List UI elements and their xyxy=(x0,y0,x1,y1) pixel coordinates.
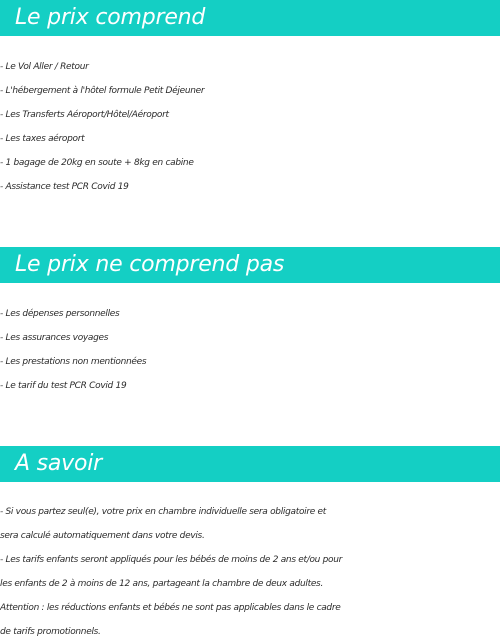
good-to-know-text xyxy=(0,500,500,644)
paragraph-line: - Les tarifs enfants seront appliqués pour les bébés de moins de 2 ans et/ou pour xyxy=(0,555,343,565)
price-includes-list xyxy=(0,55,500,199)
paragraph-line: de tarifs promotionnels. xyxy=(0,627,101,637)
list-item: - Le Vol Aller / Retour xyxy=(0,62,89,72)
paragraph-line: Attention : les réductions enfants et bébés ne sont pas applicables dans le cadre xyxy=(0,603,341,613)
paragraph-line: - Si vous partez seul(e), votre prix en chambre individuelle sera obligatoire et xyxy=(0,507,327,517)
list-item: - Assistance test PCR Covid 19 xyxy=(0,182,129,192)
paragraph-line: les enfants de 2 à moins de 12 ans, partageant la chambre de deux adultes. xyxy=(0,579,324,589)
list-item: - Les dépenses personnelles xyxy=(0,309,120,319)
section-header-price-excludes: Le prix ne comprend pas xyxy=(0,247,500,283)
list-item: - Les assurances voyages xyxy=(0,333,109,343)
list-item: - Les Transferts Aéroport/Hôtel/Aéroport xyxy=(0,110,169,120)
paragraph-line: sera calculé automatiquement dans votre devis. xyxy=(0,531,205,541)
section-header-good-to-know: A savoir xyxy=(0,446,500,482)
list-item: - Les taxes aéroport xyxy=(0,134,85,144)
list-item: - Les prestations non mentionnées xyxy=(0,357,147,367)
section-header-price-includes: Le prix comprend xyxy=(0,0,500,36)
list-item: - Le tarif du test PCR Covid 19 xyxy=(0,381,127,391)
price-excludes-list xyxy=(0,302,500,398)
list-item: - L'hébergement à l'hôtel formule Petit Déjeuner xyxy=(0,86,205,96)
list-item: - 1 bagage de 20kg en soute + 8kg en cabine xyxy=(0,158,194,168)
